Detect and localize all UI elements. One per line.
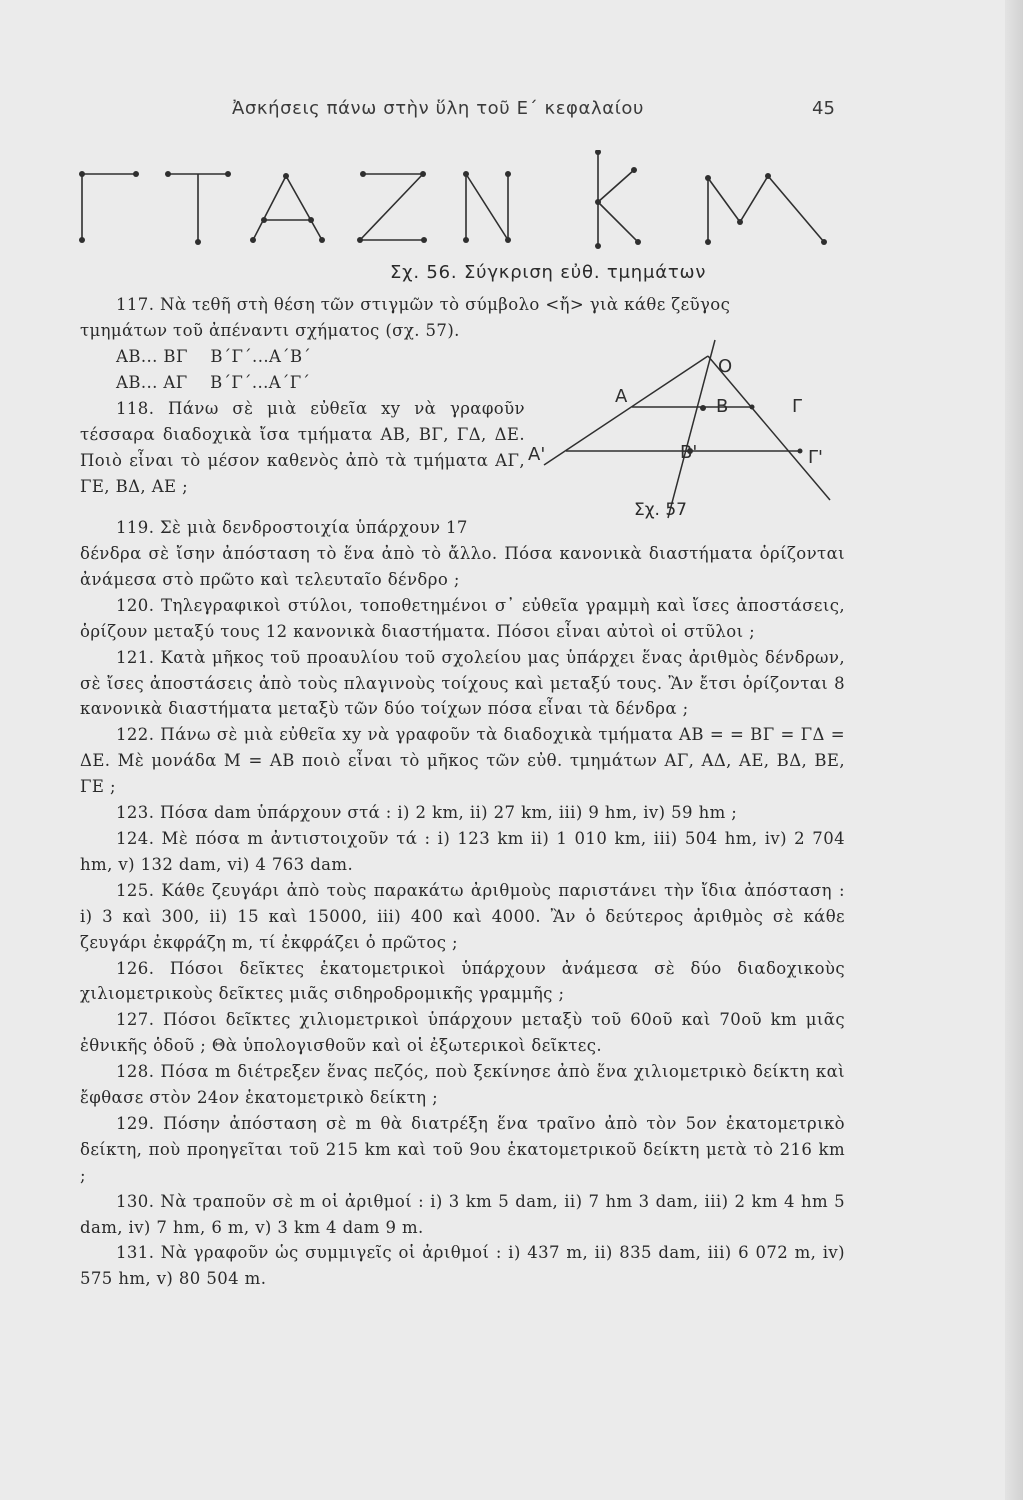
exercise-122-text: 122. Πάνω σὲ μιὰ εὐθεῖα xy νὰ γραφοῦν τὰ διαδοχικὰ τμήματα ΑΒ = = ΒΓ = ΓΔ = ΔΕ. Μὲ μονάδα Μ = ΑΒ ποιὸ εἶναι τὸ μῆκος τῶν εὐθ. τμημάτων ΑΓ, ΑΔ, ΑΕ, ΒΔ, ΒΕ, ΓΕ ;: [80, 725, 845, 797]
exercise-118: [80, 396, 525, 500]
exercise-120-text: 120. Τηλεγραφικοὶ στύλοι, τοποθετημένοι σ᾿ εὐθεῖα γραμμὴ καὶ ἴσες ἀποστάσεις, ὁρίζουν μεταξύ τους 12 κανονικὰ διαστήματα. Πόσοι εἶναι αὐτοὶ οἱ στῦλοι ;: [80, 595, 845, 641]
page-number: 45: [812, 98, 835, 119]
exercise-117-line2: τμημάτων τοῦ ἀπέναντι σχήματος (σχ. 57).: [80, 320, 460, 340]
label-b-prime: B': [680, 442, 698, 463]
exercise-124-text: 124. Μὲ πόσα m ἀντιστοιχοῦν τά : i) 123 km ii) 1 010 km, iii) 504 hm, iv) 2 704 hm, v) 132 dam, vi) 4 763 dam.: [80, 828, 845, 874]
exercise-119-text: δένδρα σὲ ἴσην ἀπόσταση τὸ ἕνα ἀπὸ τὸ ἄλλο. Πόσα κανονικὰ διαστήματα ὁρίζονται ἀνάμεσα στὸ πρῶτο καὶ τελευταῖο δένδρο ;: [80, 544, 845, 589]
letter-gamma: [82, 174, 136, 240]
exercise-125-text: 125. Κάθε ζευγάρι ἀπὸ τοὺς παρακάτω ἀριθμοὺς παριστάνει τὴν ἴδια ἀπόσταση : i) 3 καὶ 300, ii) 15 καὶ 15000, iii) 400 καὶ 4000. Ἂν ὁ δεύτερος ἀριθμὸς σὲ κάθε ζευγάρι ἐκφράζη m, τί ἐκφράζει ὁ πρῶτος ;: [80, 880, 845, 952]
label-a: A: [615, 386, 628, 407]
letter-tau: [168, 174, 228, 242]
exercise-117-line1: 117. Νὰ τεθῆ στὴ θέση τῶν στιγμῶν τὸ σύμβολο <ἤ> γιὰ κάθε ζεῦγος: [116, 295, 731, 314]
figure-56-caption: Σχ. 56. Σύγκριση εὐθ. τμημάτων: [390, 262, 707, 283]
exercise-117: [80, 292, 845, 396]
comparison-pair: ΑΒ... ΑΓ Β΄Γ΄...Α΄Γ΄: [116, 372, 311, 392]
exercise-127-text: 127. Πόσοι δεῖκτες χιλιομετρικοὶ ὑπάρχουν μεταξὺ τοῦ 60οῦ καὶ 70οῦ km μιᾶς ἐθνικῆς ὁδοῦ ; Θὰ ὑπολογισθοῦν καὶ οἱ ἐξωτερικοὶ δεῖκτες.: [80, 1010, 845, 1056]
exercise-118-text: 118. Πάνω σὲ μιὰ εὐθεῖα xy νὰ γραφοῦν τέσσαρα διαδοχικὰ ἴσα τμήματα ΑΒ, ΒΓ, ΓΔ, ΔΕ. Ποιὸ εἶναι τὸ μέσον καθενὸς ἀπὸ τὰ τμήματα ΑΓ, ΓΕ, ΒΔ, ΑΕ ;: [80, 399, 525, 496]
letter-mu: [708, 176, 824, 242]
exercise-123-text: 123. Πόσα dam ὑπάρχουν στά : i) 2 km, ii) 27 km, iii) 9 hm, iv) 59 hm ;: [116, 803, 738, 823]
label-g: Γ: [792, 396, 803, 417]
page-edge: [1005, 0, 1023, 1500]
label-a-prime: A': [528, 444, 546, 465]
label-b: B: [716, 396, 729, 417]
exercise-119-start: [80, 515, 525, 541]
running-title: Ἀσκήσεις πάνω στὴν ὕλη τοῦ Ε΄ κεφαλαίου: [232, 98, 645, 119]
exercise-119-line1: 119. Σὲ μιὰ δενδροστοιχία ὑπάρχουν 17: [116, 518, 468, 537]
exercise-131-text: 131. Νὰ γραφοῦν ὡς συμμιγεῖς οἱ ἀριθμοί : i) 437 m, ii) 835 dam, iii) 6 072 m, iv) 575 hm, v) 80 504 m.: [80, 1243, 845, 1289]
exercises-119-131: [80, 541, 845, 1292]
exercise-126-text: 126. Πόσοι δεῖκτες ἑκατομετρικοὶ ὑπάρχουν ἀνάμεσα σὲ δύο διαδοχικοὺς χιλιομετρικοὺς δεῖκτες μιᾶς σιδηροδρομικῆς γραμμῆς ;: [80, 958, 845, 1004]
exercise-130-text: 130. Νὰ τραποῦν σὲ m οἱ ἀριθμοί : i) 3 km 5 dam, ii) 7 hm 3 dam, iii) 2 km 4 hm 5 dam, iv) 7 hm, 6 m, v) 3 km 4 dam 9 m.: [80, 1191, 845, 1237]
label-o: O: [718, 356, 733, 377]
figure-57-caption: Σχ. 57: [634, 500, 688, 520]
comparison-pair: ΑΒ... ΒΓ Β΄Γ΄...Α΄Β΄: [116, 346, 312, 366]
figure-56: [78, 150, 838, 260]
letter-zeta: [360, 174, 424, 240]
exercise-128-text: 128. Πόσα m διέτρεξεν ἕνας πεζός, ποὺ ξεκίνησε ἀπὸ ἕνα χιλιομετρικὸ δείκτη καὶ ἔφθασε στὸν 24ον ἑκατομετρικὸ δείκτη ;: [80, 1062, 845, 1108]
letter-alpha: [253, 176, 322, 240]
label-g-prime: Γ': [808, 447, 823, 468]
exercise-129-text: 129. Πόσην ἀπόσταση σὲ m θὰ διατρέξη ἕνα τραῖνο ἀπὸ τὸν 5ον ἑκατομετρικὸ δείκτη, ποὺ προηγεῖται τοῦ 215 km καὶ τοῦ 9ου ἑκατομετρικοῦ δείκτη μετὰ τὸ 216 km ;: [80, 1113, 845, 1185]
exercise-121-text: 121. Κατὰ μῆκος τοῦ προαυλίου τοῦ σχολείου μας ὑπάρχει ἕνας ἀριθμὸς δένδρων, σὲ ἴσες ἀποστάσεις ἀπὸ τοὺς πλαγινοὺς τοίχους καὶ μεταξύ τους. Ἂν ἔτσι ὁρίζονται 8 κανονικὰ διαστήματα μεταξὺ τῶν δύο τοίχων πόσα εἶναι τὰ δένδρα ;: [80, 647, 845, 719]
letter-kappa: [598, 152, 638, 246]
letter-nu: [466, 174, 508, 240]
